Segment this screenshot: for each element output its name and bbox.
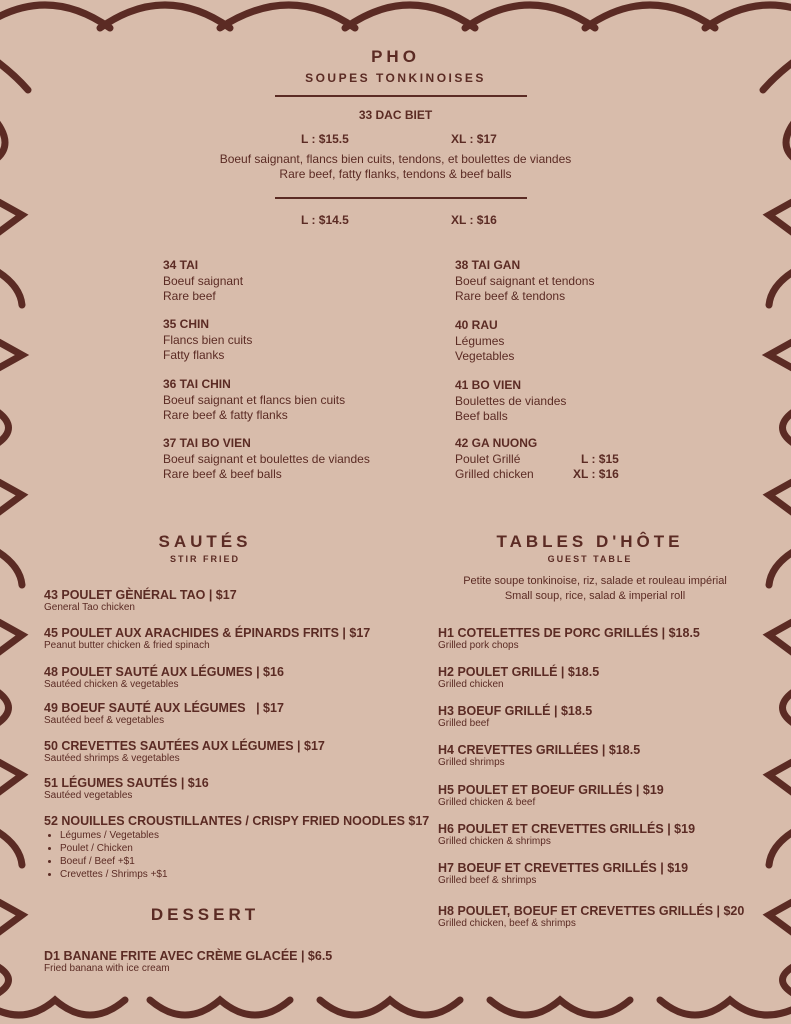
dac-biet-price-l: L : $15.5 bbox=[301, 132, 349, 146]
noodles-option: • Boeuf / Beef +$1 bbox=[60, 855, 168, 868]
sautes-item bbox=[44, 739, 325, 764]
pho-item-name: 37 TAI BO VIEN bbox=[163, 436, 251, 450]
divider-middle bbox=[275, 197, 527, 199]
sautes-item-desc: Peanut butter chicken & fried spinach bbox=[44, 640, 210, 651]
sautes-item-name: 45 POULET AUX ARACHIDES & ÉPINARDS FRITS | $17 bbox=[44, 626, 371, 640]
pho-item bbox=[163, 436, 370, 483]
sautes-item-name: 51 LÉGUMES SAUTÉS | $16 bbox=[44, 776, 209, 790]
sautes-item-desc: General Tao chicken bbox=[44, 602, 135, 613]
pho-item-en: Rare beef & fatty flanks bbox=[163, 408, 288, 422]
tables-item bbox=[438, 704, 592, 729]
pho-item-name: 41 BO VIEN bbox=[455, 378, 522, 392]
tables-item-desc: Grilled chicken & beef bbox=[438, 797, 536, 808]
pho-item-fr: Boeuf saignant et boulettes de viandes bbox=[163, 451, 370, 466]
pho-item-name: 38 TAI GAN bbox=[455, 258, 521, 272]
dac-biet-desc-fr: Boeuf saignant, flancs bien cuits, tendons, et boulettes de viandes bbox=[219, 152, 572, 166]
dessert-item bbox=[44, 949, 332, 974]
sautes-item bbox=[44, 776, 209, 801]
tables-item-name: H8 POULET, BOEUF ET CREVETTES GRILLÉS | $20 bbox=[438, 904, 745, 918]
tables-item-name: H5 POULET ET BOEUF GRILLÉS | $19 bbox=[438, 783, 664, 797]
sautes-item bbox=[44, 701, 284, 726]
pho-item-name: 35 CHIN bbox=[163, 317, 210, 331]
sautes-item-name: 48 POULET SAUTÉ AUX LÉGUMES | $16 bbox=[44, 665, 284, 679]
pho-item-en: Beef balls bbox=[455, 409, 508, 423]
tables-item bbox=[438, 665, 599, 690]
sautes-subtitle: STIR FRIED bbox=[169, 554, 240, 564]
noodles-option: • Légumes / Vegetables bbox=[60, 829, 168, 842]
sautes-title: SAUTÉS bbox=[158, 532, 252, 551]
pho-item-fr: Flancs bien cuits bbox=[163, 332, 253, 347]
pho-item-en: Rare beef & tendons bbox=[455, 289, 566, 303]
sautes-item-name: 49 BOEUF SAUTÉ AUX LÉGUMES | $17 bbox=[44, 701, 284, 715]
dessert-item-desc: Fried banana with ice cream bbox=[44, 963, 170, 974]
noodles-option: • Crevettes / Shrimps +$1 bbox=[60, 868, 168, 881]
sautes-item bbox=[44, 626, 370, 651]
sautes-item-desc: Sautéed shrimps & vegetables bbox=[44, 753, 180, 764]
pho-item bbox=[455, 378, 566, 425]
pho-item-en: Fatty flanks bbox=[163, 348, 225, 362]
ga-nuong-price-xl: XL : $16 bbox=[573, 467, 619, 481]
sautes-item-desc: Sautéed chicken & vegetables bbox=[44, 679, 179, 690]
tables-item-name: H1 COTELETTES DE PORC GRILLÉS | $18.5 bbox=[438, 626, 700, 640]
pho-item bbox=[455, 258, 594, 305]
pho-item bbox=[163, 377, 345, 424]
pho-item-fr: Légumes bbox=[455, 333, 505, 348]
tables-title: TABLES D'HÔTE bbox=[496, 532, 684, 551]
tables-item bbox=[438, 743, 640, 768]
pho-item-fr: Boeuf saignant et tendons bbox=[455, 273, 595, 288]
tables-intro-fr: Petite soupe tonkinoise, riz, salade et rouleau impérial bbox=[463, 575, 727, 587]
tables-item-name: H2 POULET GRILLÉ | $18.5 bbox=[438, 665, 600, 679]
tables-item-name: H6 POULET ET CREVETTES GRILLÉS | $19 bbox=[438, 822, 696, 836]
pho-item-en: Vegetables bbox=[455, 349, 515, 363]
tables-item-desc: Grilled beef & shrimps bbox=[438, 875, 537, 886]
pho-item bbox=[163, 317, 252, 364]
tables-item-desc: Grilled chicken bbox=[438, 679, 504, 690]
ga-nuong-price-l: L : $15 bbox=[581, 451, 619, 466]
divider-top bbox=[275, 95, 527, 97]
pho-item-fr: Poulet Grillé bbox=[455, 451, 521, 466]
sautes-item-name: 43 POULET GÈNÉRAL TAO | $17 bbox=[44, 588, 237, 602]
tables-subtitle: GUEST TABLE bbox=[547, 554, 633, 564]
tables-item-name: H7 BOEUF ET CREVETTES GRILLÉS | $19 bbox=[438, 861, 689, 875]
dac-biet-name: 33 DAC BIET bbox=[358, 108, 433, 122]
dessert-title: DESSERT bbox=[150, 905, 260, 924]
tables-item-desc: Grilled beef bbox=[438, 718, 490, 729]
pho-item-name: 34 TAI bbox=[163, 258, 199, 272]
pho-item bbox=[163, 258, 243, 305]
pho-title: PHO bbox=[371, 47, 420, 66]
tables-item bbox=[438, 904, 744, 929]
tables-item bbox=[438, 783, 664, 808]
pho-subtitle: SOUPES TONKINOISES bbox=[305, 71, 486, 85]
pho-item-en: Grilled chicken bbox=[455, 467, 534, 481]
tables-item-name: H3 BOEUF GRILLÉ | $18.5 bbox=[438, 704, 593, 718]
pho-item-fr: Boeuf saignant et flancs bien cuits bbox=[163, 392, 346, 407]
noodles-item-name: 52 NOUILLES CROUSTILLANTES / CRISPY FRIED NOODLES $17 bbox=[44, 814, 430, 828]
dac-biet-price-xl: XL : $17 bbox=[451, 132, 497, 146]
tables-item-desc: Grilled pork chops bbox=[438, 640, 519, 651]
pho-item-en: Rare beef bbox=[163, 289, 216, 303]
tables-item bbox=[438, 626, 700, 651]
dac-biet-desc-en: Rare beef, fatty flanks, tendons & beef balls bbox=[279, 167, 512, 181]
dessert-item-name: D1 BANANE FRITE AVEC CRÈME GLACÉE | $6.5 bbox=[44, 949, 333, 963]
tables-item-name: H4 CREVETTES GRILLÉES | $18.5 bbox=[438, 743, 641, 757]
tables-item-desc: Grilled chicken & shrimps bbox=[438, 836, 551, 847]
pho-item-en: Rare beef & beef balls bbox=[163, 467, 282, 481]
pho-item-name: 42 GA NUONG bbox=[455, 436, 538, 450]
pho-price-xl: XL : $16 bbox=[451, 213, 497, 227]
pho-item-fr: Boulettes de viandes bbox=[455, 393, 567, 408]
sautes-item bbox=[44, 588, 237, 613]
sautes-item-name: 50 CREVETTES SAUTÉES AUX LÉGUMES | $17 bbox=[44, 739, 325, 753]
sautes-item-desc: Sautéed beef & vegetables bbox=[44, 715, 165, 726]
tables-item bbox=[438, 822, 695, 847]
sautes-item bbox=[44, 665, 284, 690]
tables-intro-en: Small soup, rice, salad & imperial roll bbox=[504, 590, 686, 602]
pho-item-name: 36 TAI CHIN bbox=[163, 377, 231, 391]
noodles-option: • Poulet / Chicken bbox=[60, 842, 168, 855]
pho-item-ga-nuong bbox=[455, 436, 635, 483]
pho-item bbox=[455, 318, 514, 365]
pho-item-fr: Boeuf saignant bbox=[163, 273, 244, 288]
noodles-options-list bbox=[44, 829, 168, 881]
pho-price-l: L : $14.5 bbox=[301, 213, 349, 227]
noodles-item bbox=[44, 814, 429, 828]
tables-item-desc: Grilled chicken, beef & shrimps bbox=[438, 918, 576, 929]
tables-item bbox=[438, 861, 688, 886]
tables-item-desc: Grilled shrimps bbox=[438, 757, 505, 768]
pho-item-name: 40 RAU bbox=[455, 318, 498, 332]
sautes-item-desc: Sautéed vegetables bbox=[44, 790, 133, 801]
